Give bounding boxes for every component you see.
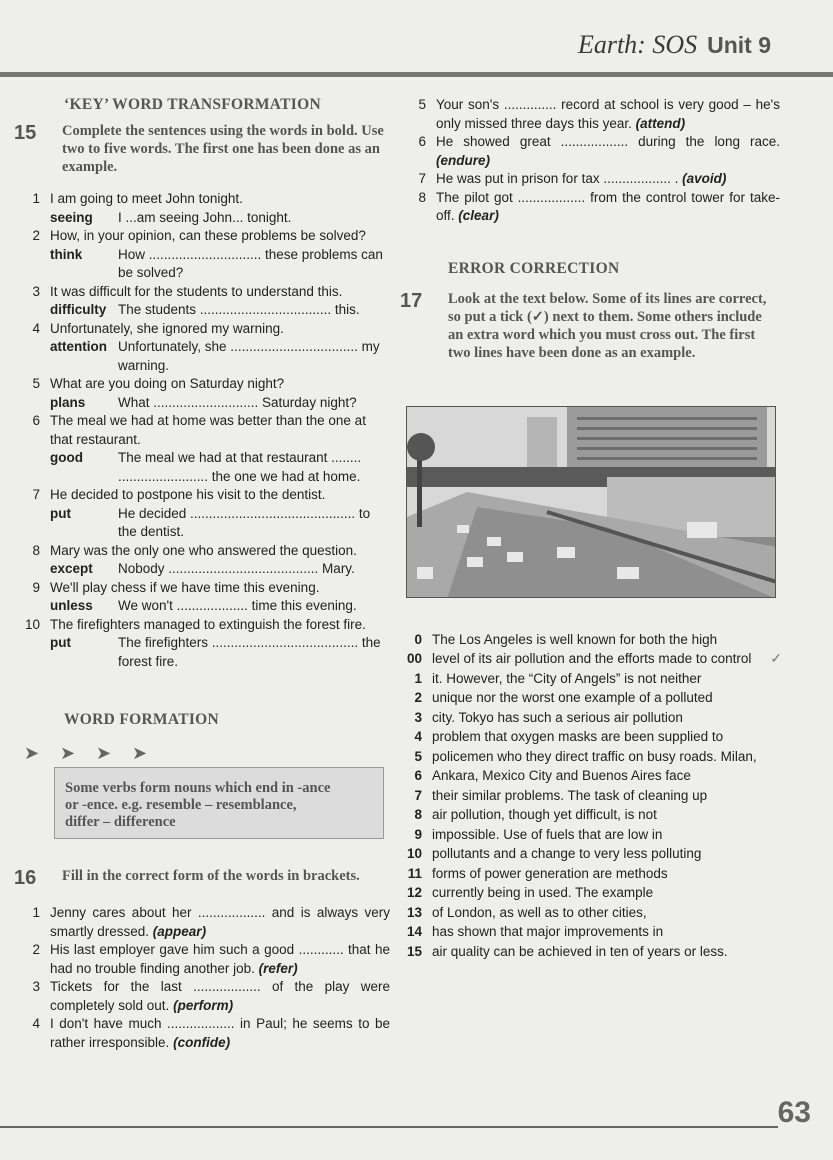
item-number: 4	[32, 320, 40, 336]
list-item	[14, 616, 390, 672]
item-text	[436, 189, 780, 226]
item-number: 2	[32, 942, 40, 957]
line-number: 15	[406, 943, 422, 959]
item-transformation	[50, 338, 390, 375]
item-sentence: It was difficult for the students to understand this.	[50, 283, 343, 299]
line-number: 12	[406, 885, 422, 900]
item-sentence: Unfortunately, she ignored my warning.	[50, 320, 284, 336]
item-text	[50, 904, 390, 941]
arrow-icon: ➤	[96, 743, 112, 763]
line-text: air quality can be achieved in ten of years or less.	[432, 943, 728, 959]
exercise-number: 16	[14, 867, 37, 889]
item-number: 7	[32, 487, 40, 502]
item-transformation	[50, 301, 390, 320]
item-number: 6	[418, 134, 426, 149]
item-sentence: The meal we had at home was better than the one at that restaurant.	[50, 413, 366, 447]
text-line	[400, 864, 780, 884]
list-item	[14, 227, 390, 283]
key-word: unless	[50, 598, 93, 613]
item-body	[50, 486, 390, 542]
item-sentence: I don't have much .................. in Paul; he seems to be rather irresponsible.	[50, 1016, 390, 1050]
line-text: unique nor the worst one example of a polluted	[432, 690, 713, 705]
item-transformation	[50, 634, 390, 671]
key-word: plans	[50, 394, 86, 410]
item-number: 7	[418, 171, 426, 186]
item-body	[50, 542, 390, 579]
text-line	[400, 786, 780, 806]
exercise-16-items-continued	[400, 96, 780, 226]
answer-line: Nobody ........................................ Mary.	[118, 561, 355, 576]
arrow-icon: ➤	[24, 743, 40, 763]
text-line	[400, 942, 780, 962]
word-cue: (attend)	[635, 115, 686, 131]
line-text: level of its air pollution and the efforts made to control	[432, 651, 752, 666]
text-line	[400, 883, 780, 903]
left-column	[14, 96, 390, 1052]
exercise-16-header	[14, 867, 390, 890]
item-transformation	[50, 246, 390, 283]
word-cue: (clear)	[458, 208, 499, 223]
text-line	[400, 825, 780, 845]
item-body	[50, 283, 390, 320]
list-item	[14, 579, 390, 616]
text-line	[400, 688, 780, 708]
line-number: 00	[406, 651, 422, 666]
item-sentence: His last employer gave him such a good ............ that he had no trouble finding another job.	[50, 942, 390, 976]
list-item	[400, 170, 780, 189]
note-line: Some verbs form nouns which end in -ance	[65, 780, 331, 796]
key-word: seeing	[50, 209, 93, 225]
text-line	[400, 805, 780, 825]
key-word: attention	[50, 339, 107, 354]
item-number: 6	[32, 413, 40, 428]
answer-line: We won't ................... time this evening.	[118, 598, 357, 613]
answer-line: How .............................. these problems can be solved?	[118, 246, 383, 280]
note-line: differ – difference	[65, 814, 176, 830]
item-transformation	[50, 560, 390, 579]
page-number: 63	[777, 1096, 811, 1129]
header-rule	[0, 72, 833, 77]
item-text	[436, 133, 780, 170]
error-correction-text	[400, 630, 780, 962]
item-number: 1	[32, 905, 40, 920]
item-body	[50, 616, 390, 672]
text-line	[400, 649, 780, 669]
list-item	[14, 542, 390, 579]
line-number: 9	[414, 826, 422, 842]
page-header	[578, 30, 771, 60]
item-text	[50, 1015, 390, 1052]
exercise-16-items	[14, 904, 390, 1052]
line-number: 10	[406, 846, 422, 861]
note-line: or -ence. e.g. resemble – resemblance,	[65, 797, 297, 813]
word-cue: (endure)	[436, 152, 490, 168]
line-text: city. Tokyo has such a serious air pollution	[432, 709, 683, 725]
item-body	[50, 375, 390, 412]
text-line	[400, 630, 780, 650]
list-item	[14, 283, 390, 320]
list-item	[14, 412, 390, 486]
item-number: 5	[418, 97, 426, 112]
list-item	[14, 1015, 390, 1052]
item-sentence: He decided to postpone his visit to the dentist.	[50, 487, 326, 502]
key-word: put	[50, 505, 71, 521]
list-item	[400, 189, 780, 226]
text-line	[400, 844, 780, 864]
key-word: good	[50, 450, 83, 465]
line-number: 11	[407, 865, 422, 881]
item-number: 8	[418, 189, 426, 205]
text-line	[400, 727, 780, 747]
word-cue: (confide)	[173, 1034, 231, 1050]
line-text: Ankara, Mexico City and Buenos Aires face	[432, 768, 691, 783]
item-number: 3	[32, 283, 40, 299]
item-sentence: Jenny cares about her .................. and is always very smartly dressed.	[50, 905, 390, 939]
line-text: currently being in used. The example	[432, 885, 654, 900]
list-item	[14, 978, 390, 1015]
list-item	[14, 486, 390, 542]
text-line	[400, 903, 780, 923]
item-number: 4	[32, 1016, 40, 1031]
item-sentence: The firefighters managed to extinguish the forest fire.	[50, 616, 366, 632]
line-number: 5	[414, 748, 422, 764]
line-text: problem that oxygen masks are been supplied to	[432, 729, 724, 744]
line-number: 4	[414, 729, 422, 744]
item-sentence: Your son's .............. record at school is very good – he's only missed three days this year.	[436, 97, 780, 131]
list-item	[14, 320, 390, 376]
item-transformation	[50, 209, 390, 228]
line-text: it. However, the “City of Angels” is not neither	[432, 670, 702, 686]
answer-line: Unfortunately, she .................................. my warning.	[118, 339, 380, 373]
item-sentence: What are you doing on Saturday night?	[50, 376, 285, 391]
exercise-instruction: Complete the sentences using the words in bold. Use two to five words. The first one has been done as an example.	[62, 123, 384, 175]
item-number: 1	[32, 191, 40, 206]
word-cue: (avoid)	[682, 171, 727, 186]
list-item	[14, 941, 390, 978]
word-cue: (appear)	[152, 923, 207, 939]
item-sentence: We'll play chess if we have time this evening.	[50, 579, 320, 595]
line-number: 3	[414, 709, 422, 725]
key-word: difficulty	[50, 302, 107, 317]
text-line	[400, 708, 780, 728]
line-text: their similar problems. The task of cleaning up	[432, 787, 708, 803]
line-text: policemen who they direct traffic on busy roads. Milan,	[432, 748, 757, 764]
line-text: air pollution, though yet difficult, is not	[432, 807, 657, 822]
word-cue: (refer)	[258, 960, 298, 976]
line-number: 8	[414, 807, 422, 822]
arrow-icon: ➤	[132, 743, 148, 763]
exercise-15-items	[14, 190, 390, 671]
item-body	[50, 579, 390, 616]
item-body	[50, 320, 390, 376]
key-word: put	[50, 635, 71, 650]
word-cue: (perform)	[173, 997, 234, 1013]
item-sentence: He was put in prison for tax .................. .	[436, 171, 679, 186]
item-text	[50, 941, 390, 978]
line-text: has shown that major improvements in	[432, 924, 664, 939]
answer-line: The firefighters ....................................... the forest fire.	[118, 635, 381, 669]
answer-line: The students ................................... this.	[118, 302, 360, 317]
item-body	[50, 412, 390, 486]
item-transformation	[50, 597, 390, 616]
line-text: of London, as well as to other cities,	[432, 904, 647, 920]
item-number: 5	[32, 376, 40, 391]
line-text: The Los Angeles is well known for both the high	[432, 631, 718, 647]
tick-mark: ✓	[770, 650, 782, 666]
text-line	[400, 747, 780, 767]
item-transformation	[50, 449, 390, 486]
item-sentence: I am going to meet John tonight.	[50, 191, 243, 206]
line-number: 0	[414, 631, 422, 647]
item-number: 10	[24, 616, 40, 632]
line-number: 6	[414, 768, 422, 783]
item-number: 9	[32, 579, 40, 595]
answer-line: The meal we had at that restaurant ........ ........................ the one we had at home.	[118, 450, 362, 484]
exercise-number: 17	[400, 289, 423, 312]
answer-line: I ...am seeing John... tonight.	[118, 209, 292, 225]
item-sentence: How, in your opinion, can these problems be solved?	[50, 228, 366, 243]
exercise-instruction: Look at the text below. Some of its lines are correct, so put a tick (✓) next to them. Some others include an extra word which you must cross out. The first two lines have been done as an example.	[448, 290, 767, 361]
item-number: 3	[32, 979, 40, 994]
section-title-word-formation: WORD FORMATION	[64, 711, 220, 728]
item-transformation	[50, 505, 390, 542]
item-body	[50, 190, 390, 227]
exercise-instruction: Fill in the correct form of the words in brackets.	[62, 868, 360, 884]
answer-line: He decided ............................................ to the dentist.	[118, 505, 371, 539]
key-word: think	[50, 246, 83, 262]
arrow-row	[14, 739, 390, 767]
arrow-icon: ➤	[60, 743, 76, 763]
list-item	[400, 96, 780, 133]
exercise-number: 15	[14, 122, 37, 144]
text-line	[400, 922, 780, 942]
right-column	[400, 96, 780, 961]
item-text	[436, 96, 780, 133]
line-number: 7	[414, 787, 422, 803]
line-number: 13	[406, 904, 422, 920]
exercise-17-header	[400, 290, 780, 362]
header-title: Earth: SOS	[577, 30, 698, 59]
item-sentence: The pilot got .................. from the control tower for take-off.	[436, 189, 780, 223]
item-body	[50, 227, 390, 283]
item-transformation	[50, 394, 390, 413]
key-word: except	[50, 561, 93, 576]
item-number: 2	[32, 228, 40, 243]
item-sentence: Mary was the only one who answered the question.	[50, 542, 357, 558]
section-title-error-correction: ERROR CORRECTION	[448, 259, 620, 277]
answer-line: What ............................ Saturday night?	[118, 394, 357, 410]
line-text: pollutants and a change to very less polluting	[432, 846, 702, 861]
item-text	[50, 978, 390, 1015]
line-number: 1	[414, 670, 422, 686]
line-text: forms of power generation are methods	[432, 865, 668, 881]
text-line	[400, 766, 780, 786]
item-text	[436, 170, 780, 189]
item-sentence: Tickets for the last .................. of the play were completely sold out.	[50, 979, 390, 1013]
header-unit: Unit 9	[707, 32, 771, 58]
section-title-key-word: ‘KEY’ WORD TRANSFORMATION	[64, 96, 321, 113]
list-item	[14, 904, 390, 941]
los-angeles-freeway-photo	[406, 406, 776, 598]
item-sentence: He showed great .................. during the long race.	[436, 134, 780, 149]
list-item	[14, 375, 390, 412]
word-formation-note	[54, 767, 384, 839]
line-text: impossible. Use of fuels that are low in	[432, 826, 663, 842]
text-line	[400, 669, 780, 689]
footer-rule	[0, 1126, 778, 1128]
list-item	[400, 133, 780, 170]
item-number: 8	[32, 542, 40, 558]
line-number: 14	[406, 924, 422, 939]
list-item	[14, 190, 390, 227]
exercise-15-header	[14, 122, 390, 176]
line-number: 2	[414, 690, 422, 705]
